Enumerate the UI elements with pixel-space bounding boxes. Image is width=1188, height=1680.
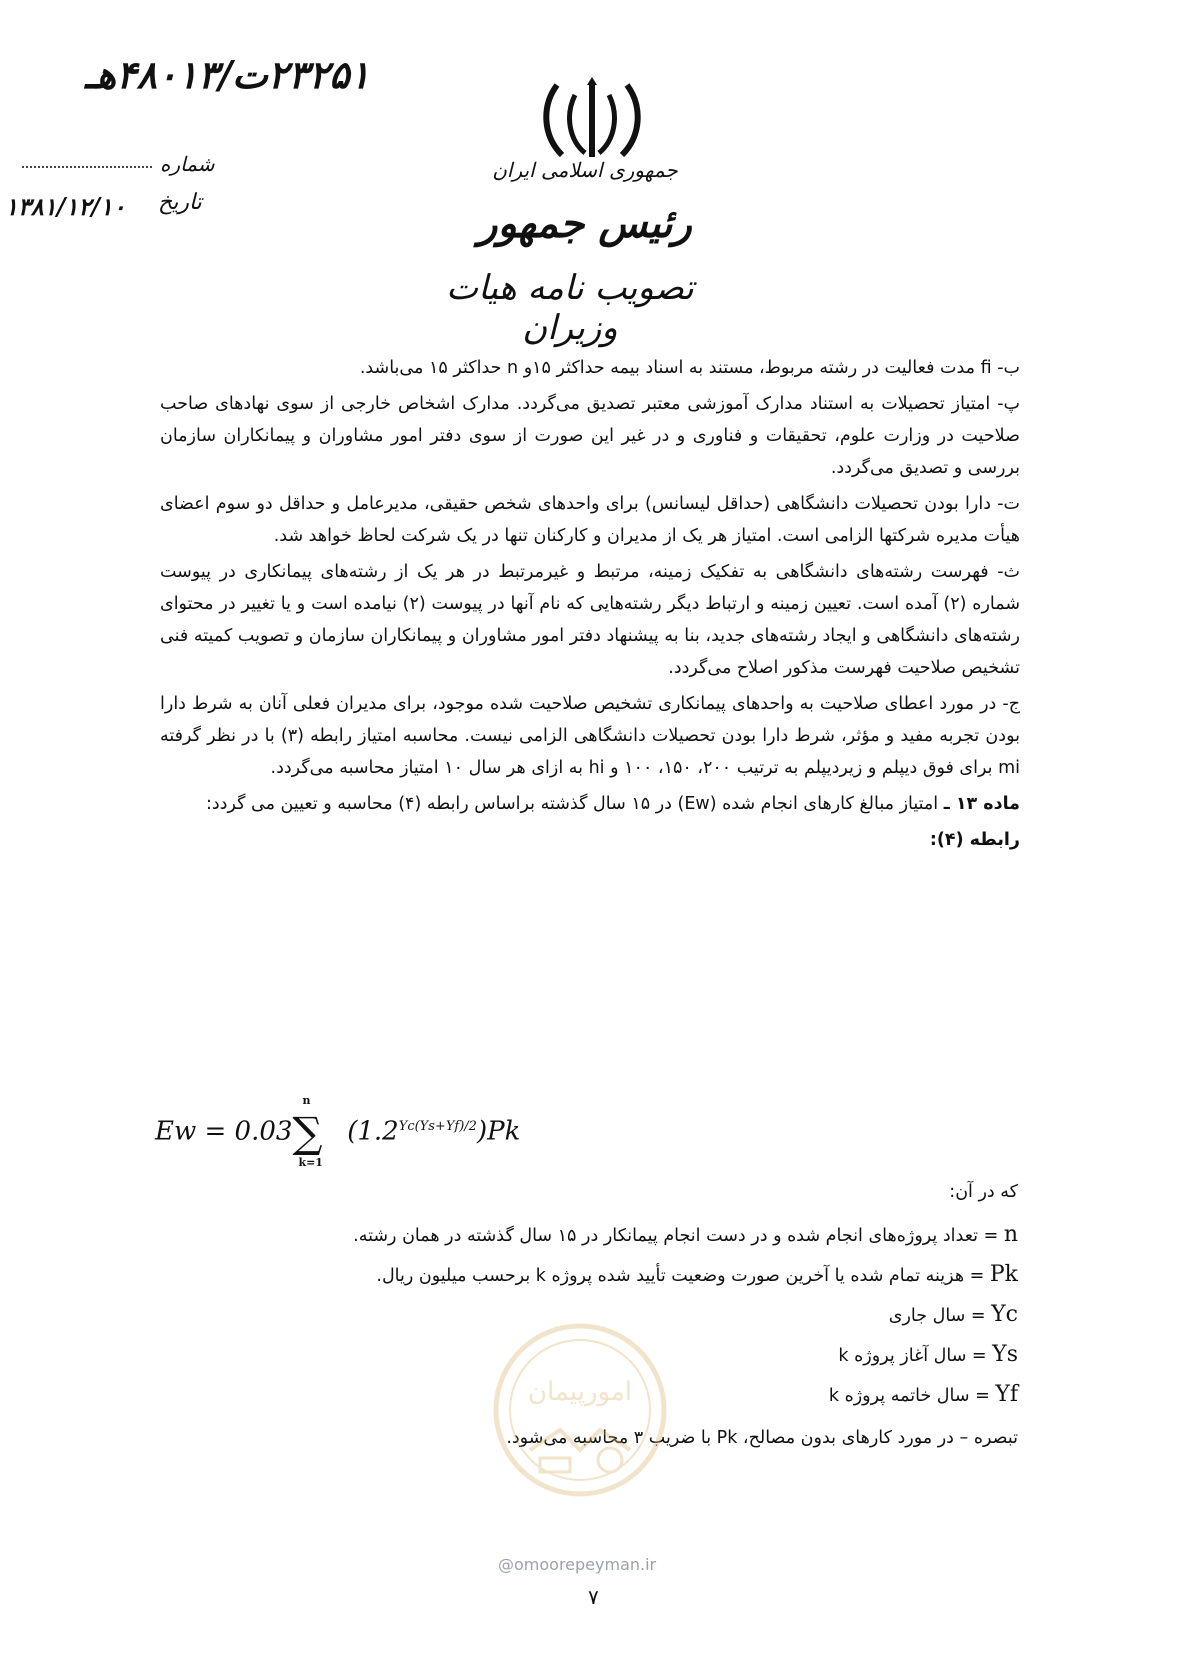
paragraph-jim: ج- در مورد اعطای صلاحیت به واحدهای پیمانکاری تشخیص صلاحیت شده موجود، برای مدیران فعلی آنان به شرط دارا بودن تجربه مفید و مؤثر، شرط دارا بودن تحصیلات دانشگاهی الزامی نیست. محاسبه امتیاز رابطه (۳) با در نظر گرفته mi برای فوق دیپلم و زیردیپلم به ترتیب ۲۰۰، ۱۵۰، ۱۰۰ و hi به ازای هر سال ۱۰ امتیاز محاسبه می‌گردد. [160,694,1020,778]
note-text: تبصره – در مورد کارهای بدون مصالح، Pk با ضریب ۳ محاسبه می‌شود. [506,1428,1018,1448]
body-paragraphs [160,352,1020,860]
watermark-seal-icon [490,1320,670,1500]
paragraph-se: ث- فهرست رشته‌های دانشگاهی به تفکیک زمینه، مرتبط و غیرمرتبط در هر یک از رشته‌های پیمانکاری در پیوست شماره (۲) آمده است. تعیین زمینه و ارتباط دیگر رشته‌هایی که نام آنها در پیوست (۲) نیامده است و یا تغییر در محتوای رشته‌های دانشگاهی و ایجاد رشته‌های جدید، بنا به پیشنهاد دفتر امور مشاوران و پیمانکاران سازمان و تصویب کمیته فنی تشخیص صلاحیت فهرست مذکور اصلاح می‌گردد. [160,562,1021,678]
emblem-caption: جمهوری اسلامی ایران [492,158,678,182]
article-13 [160,788,1020,820]
sum-lower-limit: k=1 [298,1156,323,1169]
paragraph-te: ت- دارا بودن تحصیلات دانشگاهی (حداقل لیسانس) برای واحدهای شخص حقیقی، مدیرعامل و حداقل دو سوم اعضای هیأت مدیره شرکتها الزامی است. امتیاز هر یک از مدیران و کارکنان تنها در یک شرکت لحاظ خواهد شد. [160,494,1020,546]
website-text: @omoorepeyman.ir [498,1555,657,1574]
iran-emblem-icon [537,75,647,165]
formula-exp-main: Yc [398,1118,415,1134]
definition-pk: Pk = هزینه تمام شده یا آخرین صورت وضعیت تأیید شده پروژه k برحسب میلیون ریال. [376,1262,1018,1287]
number-dotted-line [22,166,152,168]
formula-tail: )Pk [476,1116,521,1147]
date-label: تاریخ [158,190,202,215]
number-label: شماره [160,152,215,176]
sum-upper-limit: n [302,1094,311,1107]
paragraph-be: ب- fi مدت فعالیت در رشته مربوط، مستند به اسناد بیمه حداکثر ۱۵و n حداکثر ۱۵ می‌باشد. [359,358,1020,378]
article-text: امتیاز مبالغ کارهای انجام شده (Ew) در ۱۵ سال گذشته براساس رابطه (۴) محاسبه و تعیین می گردد: [205,794,939,814]
formula-lhs: Ew = 0.03 [155,1116,293,1147]
sigma-symbol: ∑ [292,1108,323,1157]
definition-yc: Yc = سال جاری [888,1302,1018,1327]
approval-title: تصویب نامه هیات وزیران [446,268,694,348]
formula-base: (1.2 [347,1116,399,1147]
definitions-intro: که در آن: [949,1182,1018,1202]
formula-ew [155,1094,521,1169]
page-number: ۷ [588,1585,599,1609]
relation-label: رابطه (۴): [929,830,1020,850]
document-number: ۲۳۲۵۱ت/۴۸۰۱۳هـ [85,52,370,97]
president-title: رئیس جمهور [478,200,692,247]
definition-n: n = تعداد پروژه‌های انجام شده و در دست انجام پیمانکار در ۱۵ سال گذشته در همان رشته. [353,1222,1018,1247]
paragraph-pe: پ- امتیاز تحصیلات به استناد مدارک آموزشی معتبر تصدیق می‌گردد. مدارک اشخاص خارجی از سوی نهادهای صاحب صلاحیت در وزارت علوم، تحقیقات و فناوری و در غیر این صورت از سوی دفتر امور مشاوران و پیمانکاران سازمان بررسی و تصدیق می‌گردد. [160,394,1020,478]
watermark-text: امورپیمان [527,1377,633,1407]
formula-exp-frac: (Ys+Yf)/2 [414,1118,477,1134]
definition-yf: Yf = سال خاتمه پروژه k [828,1382,1018,1407]
article-title: ماده ۱۳ ـ [943,794,1020,814]
definition-ys: Ys = سال آغاز پروژه k [838,1342,1018,1367]
date-value: ۱۳۸۱/۱۲/۱۰ [5,192,126,221]
